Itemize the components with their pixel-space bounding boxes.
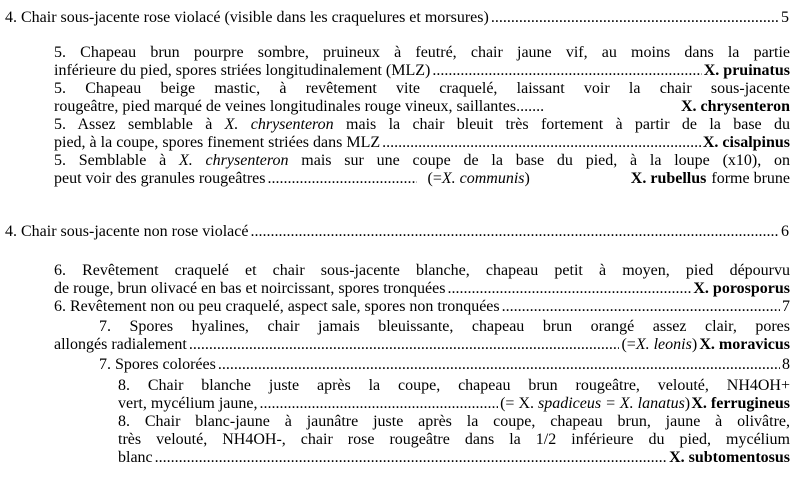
entry-line [54,152,790,169]
leader-dots [502,298,780,315]
entry-text: blanc [118,449,153,466]
italic-species: X. communis [441,170,525,187]
text: ) [524,170,530,187]
leader-dots [250,223,779,240]
entry-line: 7. Spores hyalines, chair jamais bleuissante, chapeau brun orangé assez clair, pores [99,318,790,335]
entry-porosporus [54,280,790,297]
text: mais sur une coupe de la base du pied, à la loupe (x10), on [288,152,791,169]
couplet-target: 7 [782,298,790,315]
entry-text: de rouge, brun olivacé en bas et noircissant, spores tronquées [54,280,446,297]
entry-line [54,116,790,133]
entry-line: 5. Chapeau beige mastic, à revêtement vite craquelé, laissant voir la chair sous-jacente [54,80,790,97]
synonym [621,336,697,353]
leader-dots [432,62,701,79]
entry-moravicus [54,336,790,353]
species-name: X. subtomentosus [669,449,790,466]
leader-dots [382,134,701,151]
text: ) [691,336,698,353]
synonym [500,395,690,412]
text: mais la chair bleuit très fortement à partir de la base du [333,116,790,133]
couplet-text: 4. Chair sous-jacente rose violacé (visible dans les craquelures et morsures) [5,9,489,26]
entry-chrysenteron [54,98,790,115]
couplet-target: 5 [781,9,789,26]
italic-species: X. chrysenteron [224,116,334,133]
leader-dots [155,449,667,466]
italic-species: X. leonis [635,336,692,353]
entry-rubellus [54,170,790,187]
text: (= [427,170,442,187]
couplet-target: 6 [781,223,789,240]
entry-text: inférieure du pied, spores striées longitudinalement (MLZ) [54,62,431,79]
text: ) [684,395,691,412]
species-name: X. ferrugineus [691,395,790,412]
entry-text: allongés radialement [54,336,187,353]
couplet-text: 4. Chair sous-jacente non rose violacé [5,223,249,240]
entry-ferrugineus [118,395,790,412]
species-name: X. pruinatus [703,62,790,79]
italic-species: spadiceus = X. lanatus [538,395,685,412]
leader-dots [447,280,691,297]
species-name: X. cisalpinus [702,134,790,151]
leader-dots [218,356,780,373]
entry-line: très velouté, NH4OH-, chair rose rougeâtre dans la 1/2 inférieure du pied, mycélium [118,431,790,448]
species-name: X. porosporus [693,280,790,297]
couplet-7b [99,356,790,373]
couplet-4a [5,9,789,26]
text: (= X. [500,395,534,412]
entry-text: peut voir des granules rougeâtres [54,170,266,187]
species-suffix: forme brune [711,170,790,187]
entry-cisalpinus [54,134,790,151]
couplet-6b [54,298,790,315]
entry-line: 5. Chapeau brun pourpre sombre, pruineux à feutré, chair jaune vif, au moins dans la partie [54,44,790,61]
text: 5. Semblable à [54,152,179,169]
entry-pruinatus [54,62,790,79]
species-name: X. moravicus [699,336,790,353]
text: (= [621,336,636,353]
couplet-4b [5,223,789,240]
entry-line: 8. Chair blanc-jaune à jaunâtre juste après la coupe, chapeau brun, jaune à olivâtre, [118,413,790,430]
entry-text: pied, à la coupe, spores finement striées dans MLZ [54,134,381,151]
couplet-target: 8 [782,356,790,373]
couplet-text: 6. Revêtement non ou peu craquelé, aspect sale, spores non tronquées [54,298,500,315]
leader-dots [260,395,499,412]
synonym [427,170,529,187]
entry-line: 8. Chair blanche juste après la coupe, chapeau brun rougeâtre, velouté, NH4OH+ [118,377,790,394]
leader-dots [189,336,620,353]
entry-text: vert, mycélium jaune, [118,395,258,412]
leader-dots [491,9,779,26]
species-name: X. rubellus [630,170,707,187]
italic-species: X. chrysenteron [179,152,289,169]
entry-subtomentosus [118,449,790,466]
leader-dots [267,170,417,187]
couplet-text: 7. Spores colorées [99,356,216,373]
entry-text: rougeâtre, pied marqué de veines longitudinales rouge vineux, saillantes....... [54,98,545,115]
entry-line: 6. Revêtement craquelé et chair sous-jacente blanche, chapeau petit à moyen, pied dépourvu [54,262,790,279]
species-name: X. chrysenteron [680,98,790,115]
text: 5. Assez semblable à [54,116,225,133]
